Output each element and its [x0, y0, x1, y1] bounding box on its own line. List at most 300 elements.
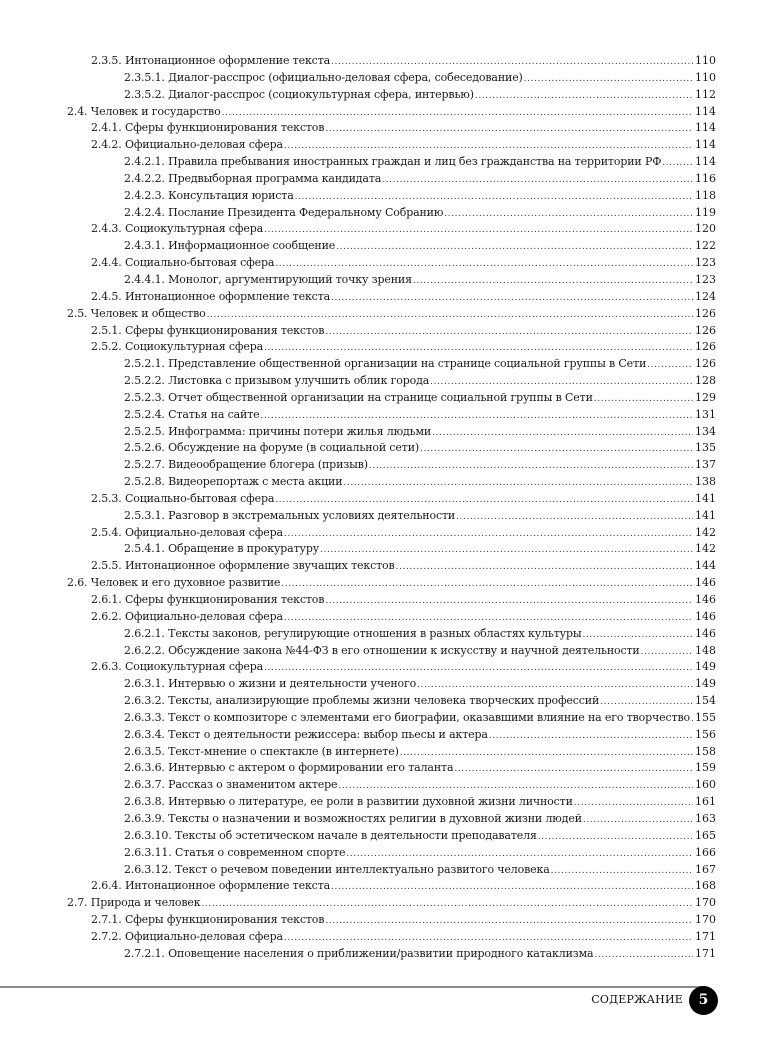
toc-entry-number: 2.6.3.12.: [124, 862, 172, 876]
dot-leader: [430, 374, 693, 391]
toc-entry-page: 146: [695, 609, 716, 623]
toc-entry[interactable]: [0, 643, 716, 660]
toc-entry-number: 2.4.4.: [91, 256, 122, 270]
toc-entry-number: 2.5.3.1.: [124, 508, 165, 522]
toc-entry-text: Тексты об эстетическом начале в деятельности преподавателя: [175, 828, 537, 842]
toc-entry-text: Обращение в прокуратуру: [168, 542, 320, 556]
toc-entry-title: [124, 440, 419, 457]
toc-entry-title: [124, 541, 319, 558]
toc-entry-text: Сферы функционирования текстов: [124, 323, 325, 337]
toc-entry-number: 2.3.5.: [91, 54, 122, 67]
toc-entry-text: Интонационное оформление текста: [124, 54, 331, 67]
dot-leader: [346, 846, 693, 863]
toc-entry-number: 2.5.4.: [91, 525, 122, 539]
dot-leader: [331, 879, 693, 896]
toc-entry-page: 166: [695, 845, 716, 859]
toc-entry-text: Социокультурная сфера: [124, 340, 263, 354]
toc-entry-text: Рассказ о знаменитом актере: [168, 778, 338, 792]
toc-entry-number: 2.5.2.6.: [124, 441, 165, 455]
toc-entry-page: 171: [695, 946, 716, 960]
toc-entry[interactable]: [0, 912, 716, 929]
toc-entry-page: 128: [695, 374, 716, 388]
toc-entry-text: Сферы функционирования текстов: [124, 593, 325, 606]
toc-entry-title: [124, 946, 593, 963]
toc-entry-number: 2.5.2.5.: [124, 424, 165, 438]
toc-entry-number: 2.5.2.2.: [124, 374, 165, 388]
toc-entry-title: [67, 104, 221, 121]
dot-leader: [417, 677, 693, 694]
toc-entry-number: 2.4.: [67, 104, 88, 118]
toc-entry-page: 135: [695, 441, 716, 455]
toc-entry-number: 2.6.3.5.: [124, 744, 165, 758]
toc-entry-title: [91, 255, 274, 272]
toc-entry-text: Листовка с призывом улучшить облик города: [168, 374, 430, 388]
toc-entry-title: [91, 912, 324, 929]
toc-entry-title: [124, 744, 399, 761]
toc-entry[interactable]: [0, 946, 716, 963]
toc-entry-number: 2.4.2.4.: [124, 205, 165, 219]
dot-leader: [489, 728, 693, 745]
toc-entry-title: [124, 356, 646, 373]
toc-entry[interactable]: [0, 424, 716, 441]
toc-entry[interactable]: [0, 525, 716, 542]
dot-leader: [475, 88, 693, 105]
toc-entry-title: [91, 659, 263, 676]
toc-entry-title: [91, 558, 395, 575]
toc-entry-page: 126: [695, 306, 716, 320]
toc-entry[interactable]: [0, 221, 716, 238]
toc-entry[interactable]: [0, 356, 716, 373]
toc-entry-page: 146: [695, 626, 716, 640]
toc-entry-title: [124, 508, 455, 525]
dot-leader: [400, 745, 693, 762]
toc-entry[interactable]: [0, 390, 716, 407]
toc-entry-number: 2.6.: [67, 576, 88, 590]
toc-entry[interactable]: [0, 828, 716, 845]
dot-leader: [207, 307, 693, 324]
toc-entry-number: 2.4.3.1.: [124, 239, 165, 253]
toc-entry-page: 134: [695, 424, 716, 438]
toc-entry-number: 2.7.2.: [91, 929, 122, 943]
toc-entry-page: 141: [695, 491, 716, 505]
toc-entry-text: Человек и государство: [90, 104, 221, 118]
toc-entry-title: [124, 70, 523, 87]
toc-entry-number: 2.5.2.8.: [124, 475, 165, 489]
toc-entry[interactable]: [0, 862, 716, 879]
dot-leader: [336, 239, 693, 256]
toc-entry-text: Разговор в экстремальных условиях деятельности: [168, 508, 456, 522]
toc-entry-title: [124, 390, 593, 407]
toc-entry-number: 2.5.5.: [91, 559, 122, 573]
toc-entry-number: 2.6.3.4.: [124, 727, 165, 741]
toc-entry-page: 114: [695, 104, 716, 118]
toc-entry-title: [67, 306, 206, 323]
toc-entry-page: 120: [695, 222, 716, 236]
toc-entry-text: Сферы функционирования текстов: [124, 121, 325, 135]
dot-leader: [275, 492, 693, 509]
toc-entry-title: [91, 525, 283, 542]
dot-leader: [284, 610, 693, 627]
dot-leader: [325, 121, 693, 138]
dot-leader: [524, 71, 693, 88]
toc-entry-page: 137: [695, 458, 716, 472]
toc-entry-page: 138: [695, 475, 716, 489]
toc-entry[interactable]: [0, 70, 716, 87]
toc-entry-text: Сферы функционирования текстов: [124, 913, 325, 927]
toc-entry-number: 2.6.3.8.: [124, 795, 165, 809]
toc-entry-number: 2.6.3.11.: [124, 845, 172, 859]
dot-leader: [456, 509, 693, 526]
toc-entry-number: 2.5.2.7.: [124, 458, 165, 472]
toc-entry-number: 2.3.5.1.: [124, 70, 165, 84]
toc-entry-page: 118: [695, 188, 716, 202]
toc-entry-text: Тексты о назначении и возможностях религии в духовной жизни людей: [168, 811, 582, 825]
dot-leader: [647, 357, 693, 374]
toc-entry-text: Человек и общество: [90, 306, 206, 320]
toc-entry-number: 2.4.2.2.: [124, 171, 165, 185]
toc-entry-title: [124, 643, 640, 660]
dot-leader: [222, 105, 693, 122]
toc-entry-title: [124, 676, 416, 693]
dot-leader: [325, 593, 693, 610]
toc-entry-title: [91, 120, 324, 137]
toc-entry-number: 2.6.3.7.: [124, 778, 165, 792]
dot-leader: [275, 256, 693, 273]
toc-entry[interactable]: [0, 777, 716, 794]
dot-leader: [264, 660, 693, 677]
toc-entry-number: 2.6.3.1.: [124, 677, 165, 691]
toc-entry-text: Тексты, анализирующие проблемы жизни человека творческих профессий: [168, 694, 600, 708]
toc-entry[interactable]: [0, 727, 716, 744]
toc-entry[interactable]: [0, 659, 716, 676]
toc-entry-number: 2.5.1.: [91, 323, 122, 337]
toc-entry-page: 170: [695, 896, 716, 910]
toc-entry-title: [124, 828, 537, 845]
toc-entry-title: [124, 760, 453, 777]
toc-entry-page: 114: [695, 155, 716, 169]
toc-entry-text: Интервью о жизни и деятельности ученого: [168, 677, 417, 691]
toc-entry-page: 129: [695, 390, 716, 404]
toc-entry-title: [124, 845, 345, 862]
toc-entry-page: 154: [695, 694, 716, 708]
toc-entry[interactable]: [0, 137, 716, 154]
toc-entry-text: Интервью с актером о формировании его таланта: [168, 761, 454, 775]
toc-entry-number: 2.6.2.1.: [124, 626, 165, 640]
toc-entry[interactable]: [0, 760, 716, 777]
dot-leader: [261, 408, 694, 425]
toc-entry[interactable]: [0, 87, 716, 104]
toc-entry[interactable]: [0, 794, 716, 811]
toc-entry-title: [67, 895, 200, 912]
toc-entry-text: Текст о речевом поведении интеллектуально развитого человека: [175, 862, 550, 876]
toc-entry[interactable]: [0, 339, 716, 356]
toc-entry[interactable]: [0, 592, 716, 609]
toc-entry-text: Обсуждение закона №44-ФЗ в его отношении к искусству и научной деятельности: [168, 643, 640, 657]
toc-entry-number: 2.4.2.3.: [124, 188, 165, 202]
dot-leader: [691, 711, 693, 728]
dot-leader: [325, 913, 693, 930]
dot-leader: [295, 189, 693, 206]
toc-entry-text: Текст-мнение о спектакле (в интернете): [168, 744, 399, 758]
toc-entry[interactable]: [0, 188, 716, 205]
toc-entry[interactable]: [0, 693, 716, 710]
toc-entry-text: Отчет общественной организации на странице социальной группы в Сети: [168, 390, 593, 404]
toc-entry[interactable]: [0, 558, 716, 575]
toc-entry-text: Природа и человек: [90, 896, 201, 910]
toc-entry-title: [124, 457, 368, 474]
toc-entry-text: Информационное сообщение: [168, 239, 336, 253]
toc-entry-page: 167: [695, 862, 716, 876]
toc-entry-page: 149: [695, 660, 716, 674]
dot-leader: [594, 391, 693, 408]
toc-entry-text: Консультация юриста: [168, 188, 294, 202]
toc-entry-title: [124, 424, 431, 441]
toc-entry-number: 2.6.4.: [91, 879, 122, 893]
toc-entry-number: 2.4.4.1.: [124, 272, 165, 286]
toc-entry-page: 141: [695, 508, 716, 522]
toc-entry-number: 2.4.2.1.: [124, 155, 165, 169]
toc-entry-number: 2.5.2.3.: [124, 390, 165, 404]
dot-leader: [574, 795, 693, 812]
toc-entry-title: [124, 238, 335, 255]
toc-entry[interactable]: [0, 878, 716, 895]
toc-entry-number: 2.4.1.: [91, 121, 122, 135]
toc-entry-text: Диалог-расспрос (социокультурная сфера, интервью): [168, 87, 474, 101]
toc-entry[interactable]: [0, 676, 716, 693]
toc-entry-page: 156: [695, 727, 716, 741]
toc-entry-page: 159: [695, 761, 716, 775]
toc-entry-number: 2.6.1.: [91, 593, 122, 606]
toc-entry-text: Официально-деловая сфера: [124, 609, 283, 623]
toc-entry-page: 112: [695, 87, 716, 101]
toc-entry-text: Монолог, аргументирующий точку зрения: [168, 272, 412, 286]
toc-entry-title: [91, 221, 263, 238]
toc-entry-title: [91, 592, 324, 609]
toc-entry[interactable]: [0, 811, 716, 828]
dot-leader: [600, 694, 693, 711]
toc-entry-title: [91, 289, 330, 306]
dot-leader: [284, 930, 693, 947]
dot-leader: [594, 947, 693, 964]
toc-entry-text: Видеорепортаж с места акции: [168, 475, 343, 489]
dot-leader: [538, 829, 693, 846]
toc-entry-text: Текст о композиторе с элементами его биографии, оказавшими влияние на его творчество: [168, 710, 690, 724]
toc-entry[interactable]: [0, 744, 716, 761]
toc-entry[interactable]: [0, 626, 716, 643]
toc-entry[interactable]: [0, 323, 716, 340]
toc-entry-title: [124, 205, 443, 222]
toc-entry-text: Интервью о литературе, ее роли в развитии духовной жизни личности: [168, 795, 573, 809]
toc-entry-number: 2.5.2.4.: [124, 407, 165, 421]
toc-entry-page: 158: [695, 744, 716, 758]
toc-entry-text: Диалог-расспрос (официально-деловая сфера, собеседование): [168, 70, 523, 84]
toc-entry[interactable]: [0, 373, 716, 390]
toc-entry-page: 119: [695, 205, 716, 219]
dot-leader: [201, 896, 693, 913]
toc-entry-text: Представление общественной организации на странице социальной группы в Сети: [168, 357, 647, 371]
toc-entry[interactable]: [0, 272, 716, 289]
toc-entry[interactable]: [0, 407, 716, 424]
toc-entry-page: 114: [695, 121, 716, 135]
toc-entry[interactable]: [0, 289, 716, 306]
toc-entry-number: 2.6.3.2.: [124, 694, 165, 708]
toc-entry-text: Предвыборная программа кандидата: [168, 171, 382, 185]
toc-entry-page: 123: [695, 272, 716, 286]
toc-entry[interactable]: [0, 609, 716, 626]
toc-entry-title: [67, 575, 280, 592]
toc-entry-number: 2.6.3.3.: [124, 710, 165, 724]
dot-leader: [382, 172, 693, 189]
toc-entry[interactable]: [0, 508, 716, 525]
toc-entry-number: 2.6.3.10.: [124, 828, 172, 842]
toc-entry-number: 2.5.2.: [91, 340, 122, 354]
toc-entry-title: [124, 693, 599, 710]
toc-entry-title: [124, 407, 260, 424]
toc-entry-text: Статья о современном спорте: [175, 845, 346, 859]
toc-entry-text: Послание Президента Федеральному Собранию: [168, 205, 444, 219]
dot-leader: [454, 761, 693, 778]
toc-entry-page: 126: [695, 357, 716, 371]
toc-entry[interactable]: [0, 104, 716, 121]
toc-entry[interactable]: [0, 171, 716, 188]
dot-leader: [662, 155, 693, 172]
toc-entry-title: [124, 154, 661, 171]
toc-entry[interactable]: [0, 929, 716, 946]
toc-entry-number: 2.7.2.1.: [124, 946, 165, 960]
dot-leader: [396, 559, 693, 576]
toc-entry[interactable]: [0, 440, 716, 457]
dot-leader: [413, 273, 693, 290]
toc-entry-title: [124, 373, 429, 390]
toc-entry-page: 142: [695, 525, 716, 539]
toc-entry-text: Инфограмма: причины потери жилья людьми: [168, 424, 432, 438]
toc-entry-page: 171: [695, 929, 716, 943]
toc-entry-page: 126: [695, 340, 716, 354]
toc-entry-page: 163: [695, 811, 716, 825]
toc-entry[interactable]: [0, 457, 716, 474]
toc-entry-title: [91, 929, 283, 946]
toc-entry-title: [91, 53, 330, 70]
toc-entry-number: 2.6.2.: [91, 609, 122, 623]
toc-entry-page: 160: [695, 778, 716, 792]
toc-entry-number: 2.4.5.: [91, 289, 122, 303]
toc-entry[interactable]: [0, 575, 716, 592]
toc-entry-text: Официально-деловая сфера: [124, 138, 283, 152]
toc-entry[interactable]: [0, 53, 716, 70]
toc-entry-title: [124, 171, 381, 188]
toc-entry-text: Социокультурная сфера: [124, 222, 263, 236]
toc-entry-page: 131: [695, 407, 716, 421]
dot-leader: [264, 222, 693, 239]
toc-entry[interactable]: [0, 541, 716, 558]
toc-entry-page: 165: [695, 828, 716, 842]
toc-entry[interactable]: [0, 474, 716, 491]
toc-entry[interactable]: [0, 845, 716, 862]
toc-entry-page: 124: [695, 289, 716, 303]
dot-leader: [432, 425, 693, 442]
toc-entry-text: Человек и его духовное развитие: [90, 576, 281, 590]
dot-leader: [420, 441, 693, 458]
toc-entry-page: 114: [695, 138, 716, 152]
dot-leader: [264, 340, 693, 357]
toc-entry[interactable]: [0, 710, 716, 727]
toc-entry[interactable]: [0, 205, 716, 222]
toc-entry-page: 142: [695, 542, 716, 556]
toc-entry-title: [124, 272, 412, 289]
toc-entry-text: Обсуждение на форуме (в социальной сети): [168, 441, 420, 455]
toc-entry-title: [124, 727, 488, 744]
toc-entry-title: [124, 794, 573, 811]
toc-entry-title: [91, 491, 274, 508]
toc-entry-page: 110: [695, 54, 716, 67]
toc-entry-page: 122: [695, 239, 716, 253]
toc-entry-title: [124, 862, 550, 879]
toc-entry[interactable]: [0, 255, 716, 272]
toc-entry-page: 148: [695, 643, 716, 657]
toc-entry-text: Социально-бытовая сфера: [124, 256, 275, 270]
toc-entry-text: Социально-бытовая сфера: [124, 491, 275, 505]
toc-entry[interactable]: [0, 120, 716, 137]
toc-entry-title: [124, 811, 582, 828]
toc-entry-number: 2.6.3.: [91, 660, 122, 674]
toc-entry-number: 2.6.3.6.: [124, 761, 165, 775]
toc-entry[interactable]: [0, 154, 716, 171]
toc-entry-number: 2.5.2.1.: [124, 357, 165, 371]
toc-entry-page: 168: [695, 879, 716, 893]
dot-leader: [281, 576, 693, 593]
toc-entry-number: 2.6.3.9.: [124, 811, 165, 825]
toc-entry-number: 2.5.4.1.: [124, 542, 165, 556]
toc-entry-text: Видеообращение блогера (призыв): [168, 458, 368, 472]
toc-entry-page: 146: [695, 576, 716, 590]
toc-entry-title: [91, 878, 330, 895]
toc-entry-page: 146: [695, 593, 716, 606]
toc-entry-page: 155: [695, 710, 716, 724]
dot-leader: [320, 542, 693, 559]
toc-entry-number: 2.7.1.: [91, 913, 122, 927]
toc-entry-number: 2.4.3.: [91, 222, 122, 236]
toc-entry-title: [124, 188, 294, 205]
footer-section-label: СОДЕРЖАНИЕ: [591, 993, 683, 1006]
page-number-badge: 5: [689, 986, 718, 1015]
toc-entry-text: Статья на сайте: [168, 407, 260, 421]
toc-entry[interactable]: [0, 491, 716, 508]
toc-entry-text: Социокультурная сфера: [124, 660, 263, 674]
toc-entry-number: 2.4.2.: [91, 138, 122, 152]
dot-leader: [583, 812, 693, 829]
footer-divider: [0, 986, 706, 988]
dot-leader: [551, 863, 693, 880]
toc-entry-text: Интонационное оформление звучащих текстов: [124, 559, 395, 573]
dot-leader: [369, 458, 693, 475]
dot-leader: [641, 644, 693, 661]
toc-entry-text: Текст о деятельности режиссера: выбор пьесы и актера: [168, 727, 488, 741]
table-of-contents: [0, 53, 775, 963]
toc-entry-page: 170: [695, 913, 716, 927]
toc-entry[interactable]: [0, 306, 716, 323]
dot-leader: [331, 290, 693, 307]
toc-entry-page: 110: [695, 70, 716, 84]
dot-leader: [331, 54, 693, 71]
toc-entry[interactable]: [0, 895, 716, 912]
toc-entry-title: [124, 626, 582, 643]
toc-entry-title: [91, 137, 283, 154]
dot-leader: [444, 206, 693, 223]
toc-entry-title: [91, 339, 263, 356]
toc-entry-number: 2.5.: [67, 306, 88, 320]
toc-entry[interactable]: [0, 238, 716, 255]
dot-leader: [325, 324, 693, 341]
